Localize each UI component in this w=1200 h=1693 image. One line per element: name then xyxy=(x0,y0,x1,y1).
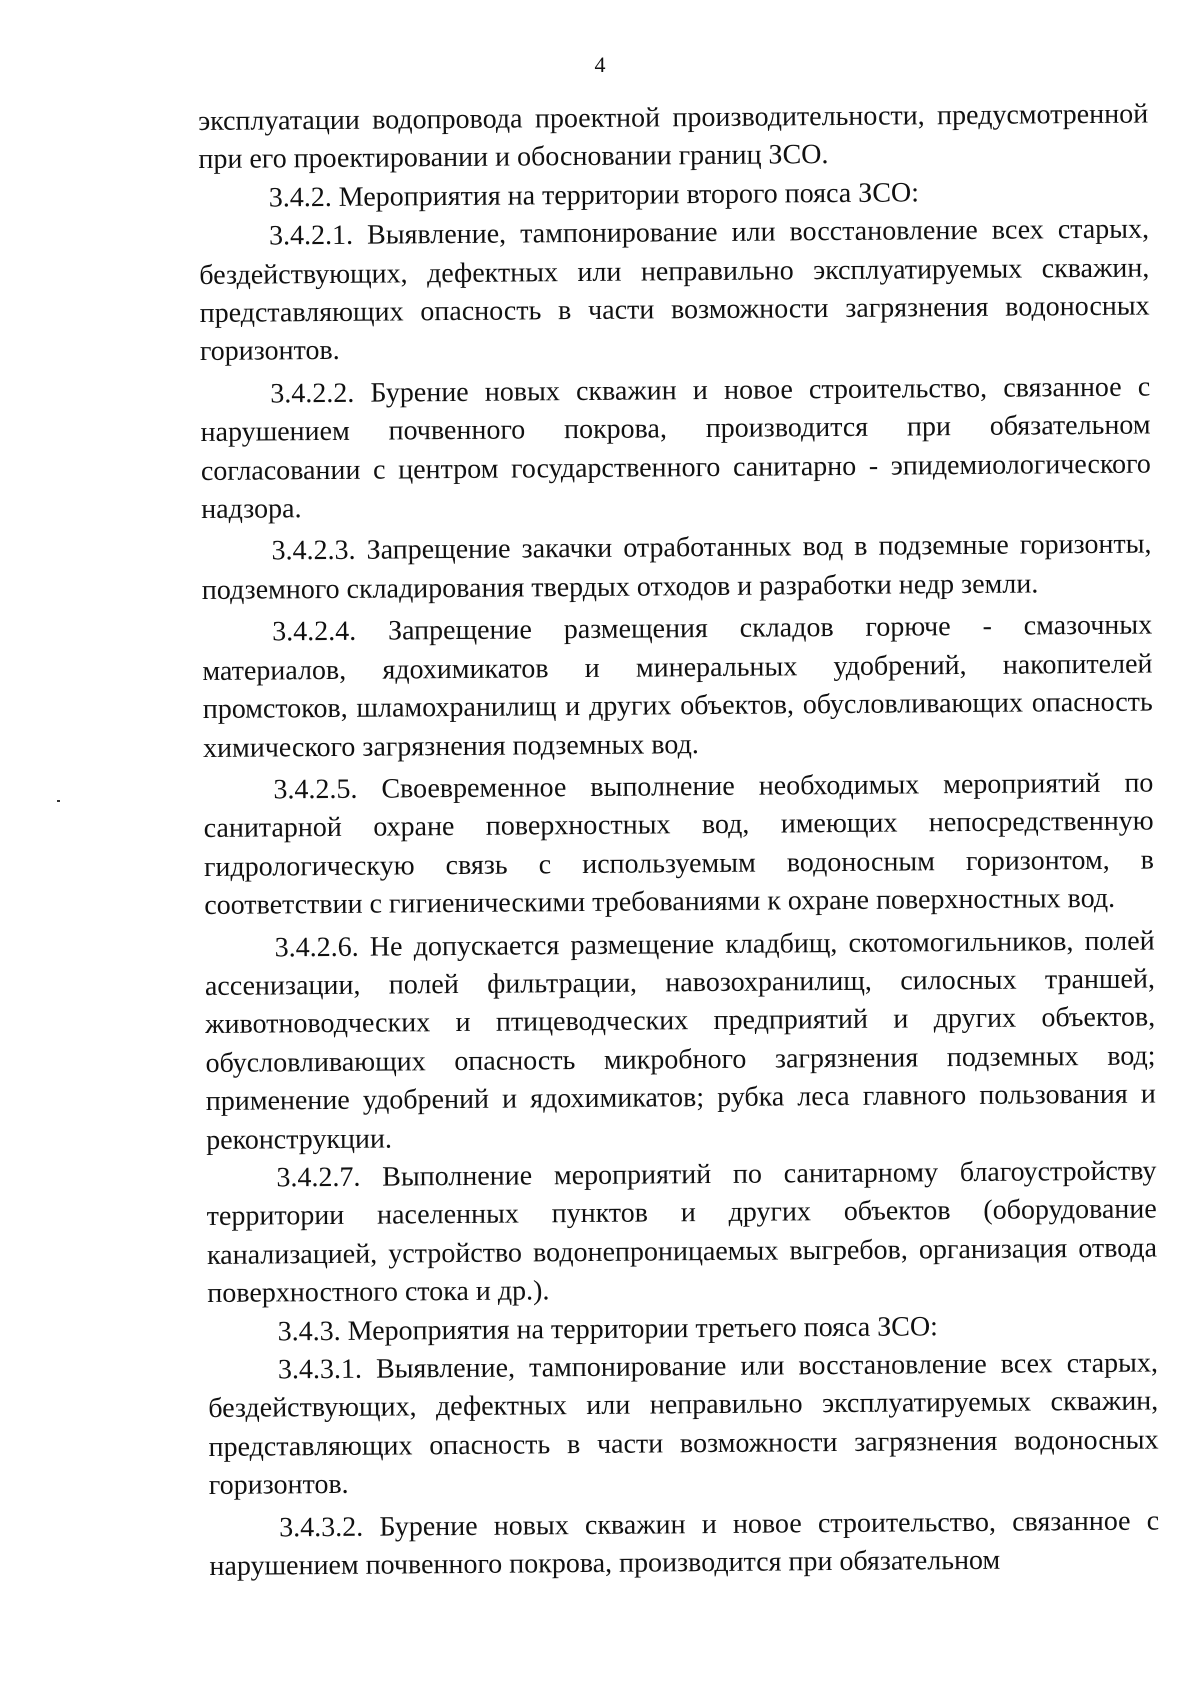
document-body xyxy=(198,96,1160,1587)
paragraph-3-4-2-1: 3.4.2.1. Выявление, тампонирование или восстановление всех старых, бездействующих, дефектных или неправильно эксплуатируемых скважин, представляющих опасность в части возможности загрязнения водоносных горизонтов. xyxy=(199,213,1150,368)
paragraph-3-4-2-6: 3.4.2.6. Не допускается размещение кладбищ, скотомогильников, полей ассенизации, полей фильтрации, навозохранилищ, силосных траншей, животноводческих и птицеводческих предприятий и других объектов, обусловливающих опасность микробного загрязнения подземных вод; применение удобрений и ядохимикатов; рубка леса главного пользования и реконструкции. xyxy=(204,925,1156,1156)
paragraph-3-4-3-1: 3.4.3.1. Выявление, тампонирование или восстановление всех старых, бездействующих, дефектных или неправильно эксплуатируемых скважин, представляющих опасность в части возможности загрязнения водоносных горизонтов. xyxy=(208,1347,1159,1502)
section-heading-3-4-2: 3.4.2. Мероприятия на территории второго пояса ЗСО: xyxy=(268,177,920,214)
paragraph-continuation: эксплуатации водопровода проектной производительности, предусмотренной при его проектировании и обосновании границ ЗСО. xyxy=(198,98,1149,176)
paragraph-3-4-2-5: 3.4.2.5. Своевременное выполнение необходимых мероприятий по санитарной охране поверхностных вод, имеющих непосредственную гидрологическую связь с используемым водоносным горизонтом, в соответствии с гигиеническими требованиями к охране поверхностных вод. xyxy=(203,767,1155,922)
page-number: 4 xyxy=(594,52,606,77)
paragraph-3-4-3-2: 3.4.3.2. Бурение новых скважин и новое строительство, связанное с нарушением почвенного покрова, производится при обязательном xyxy=(209,1505,1160,1582)
paragraph-3-4-2-7: 3.4.2.7. Выполнение мероприятий по санитарному благоустройству территории населенных пунктов и других объектов (оборудование канализацией, устройство водонепроницаемых выгребов, организация отвода поверхностного стока и др.). xyxy=(206,1155,1158,1310)
paragraph-3-4-2-2: 3.4.2.2. Бурение новых скважин и новое строительство, связанное с нарушением почвенного покрова, производится при обязательном согласовании с центром государственного санитарно - эпидемиологического надзора. xyxy=(200,371,1151,526)
section-heading-3-4-3: 3.4.3. Мероприятия на территории третьего пояса ЗСО: xyxy=(277,1310,939,1348)
paragraph-3-4-2-4: 3.4.2.4. Запрещение размещения складов горюче - смазочных материалов, ядохимикатов и минеральных удобрений, накопителей промстоков, шламохранилищ и других объектов, обусловливающих опасность химического загрязнения подземных вод. xyxy=(202,609,1153,764)
paragraph-3-4-2-3: 3.4.2.3. Запрещение закачки отработанных вод в подземные горизонты, подземного складирования твердых отходов и разработки недр земли. xyxy=(201,528,1152,606)
stray-scan-mark xyxy=(57,800,60,802)
